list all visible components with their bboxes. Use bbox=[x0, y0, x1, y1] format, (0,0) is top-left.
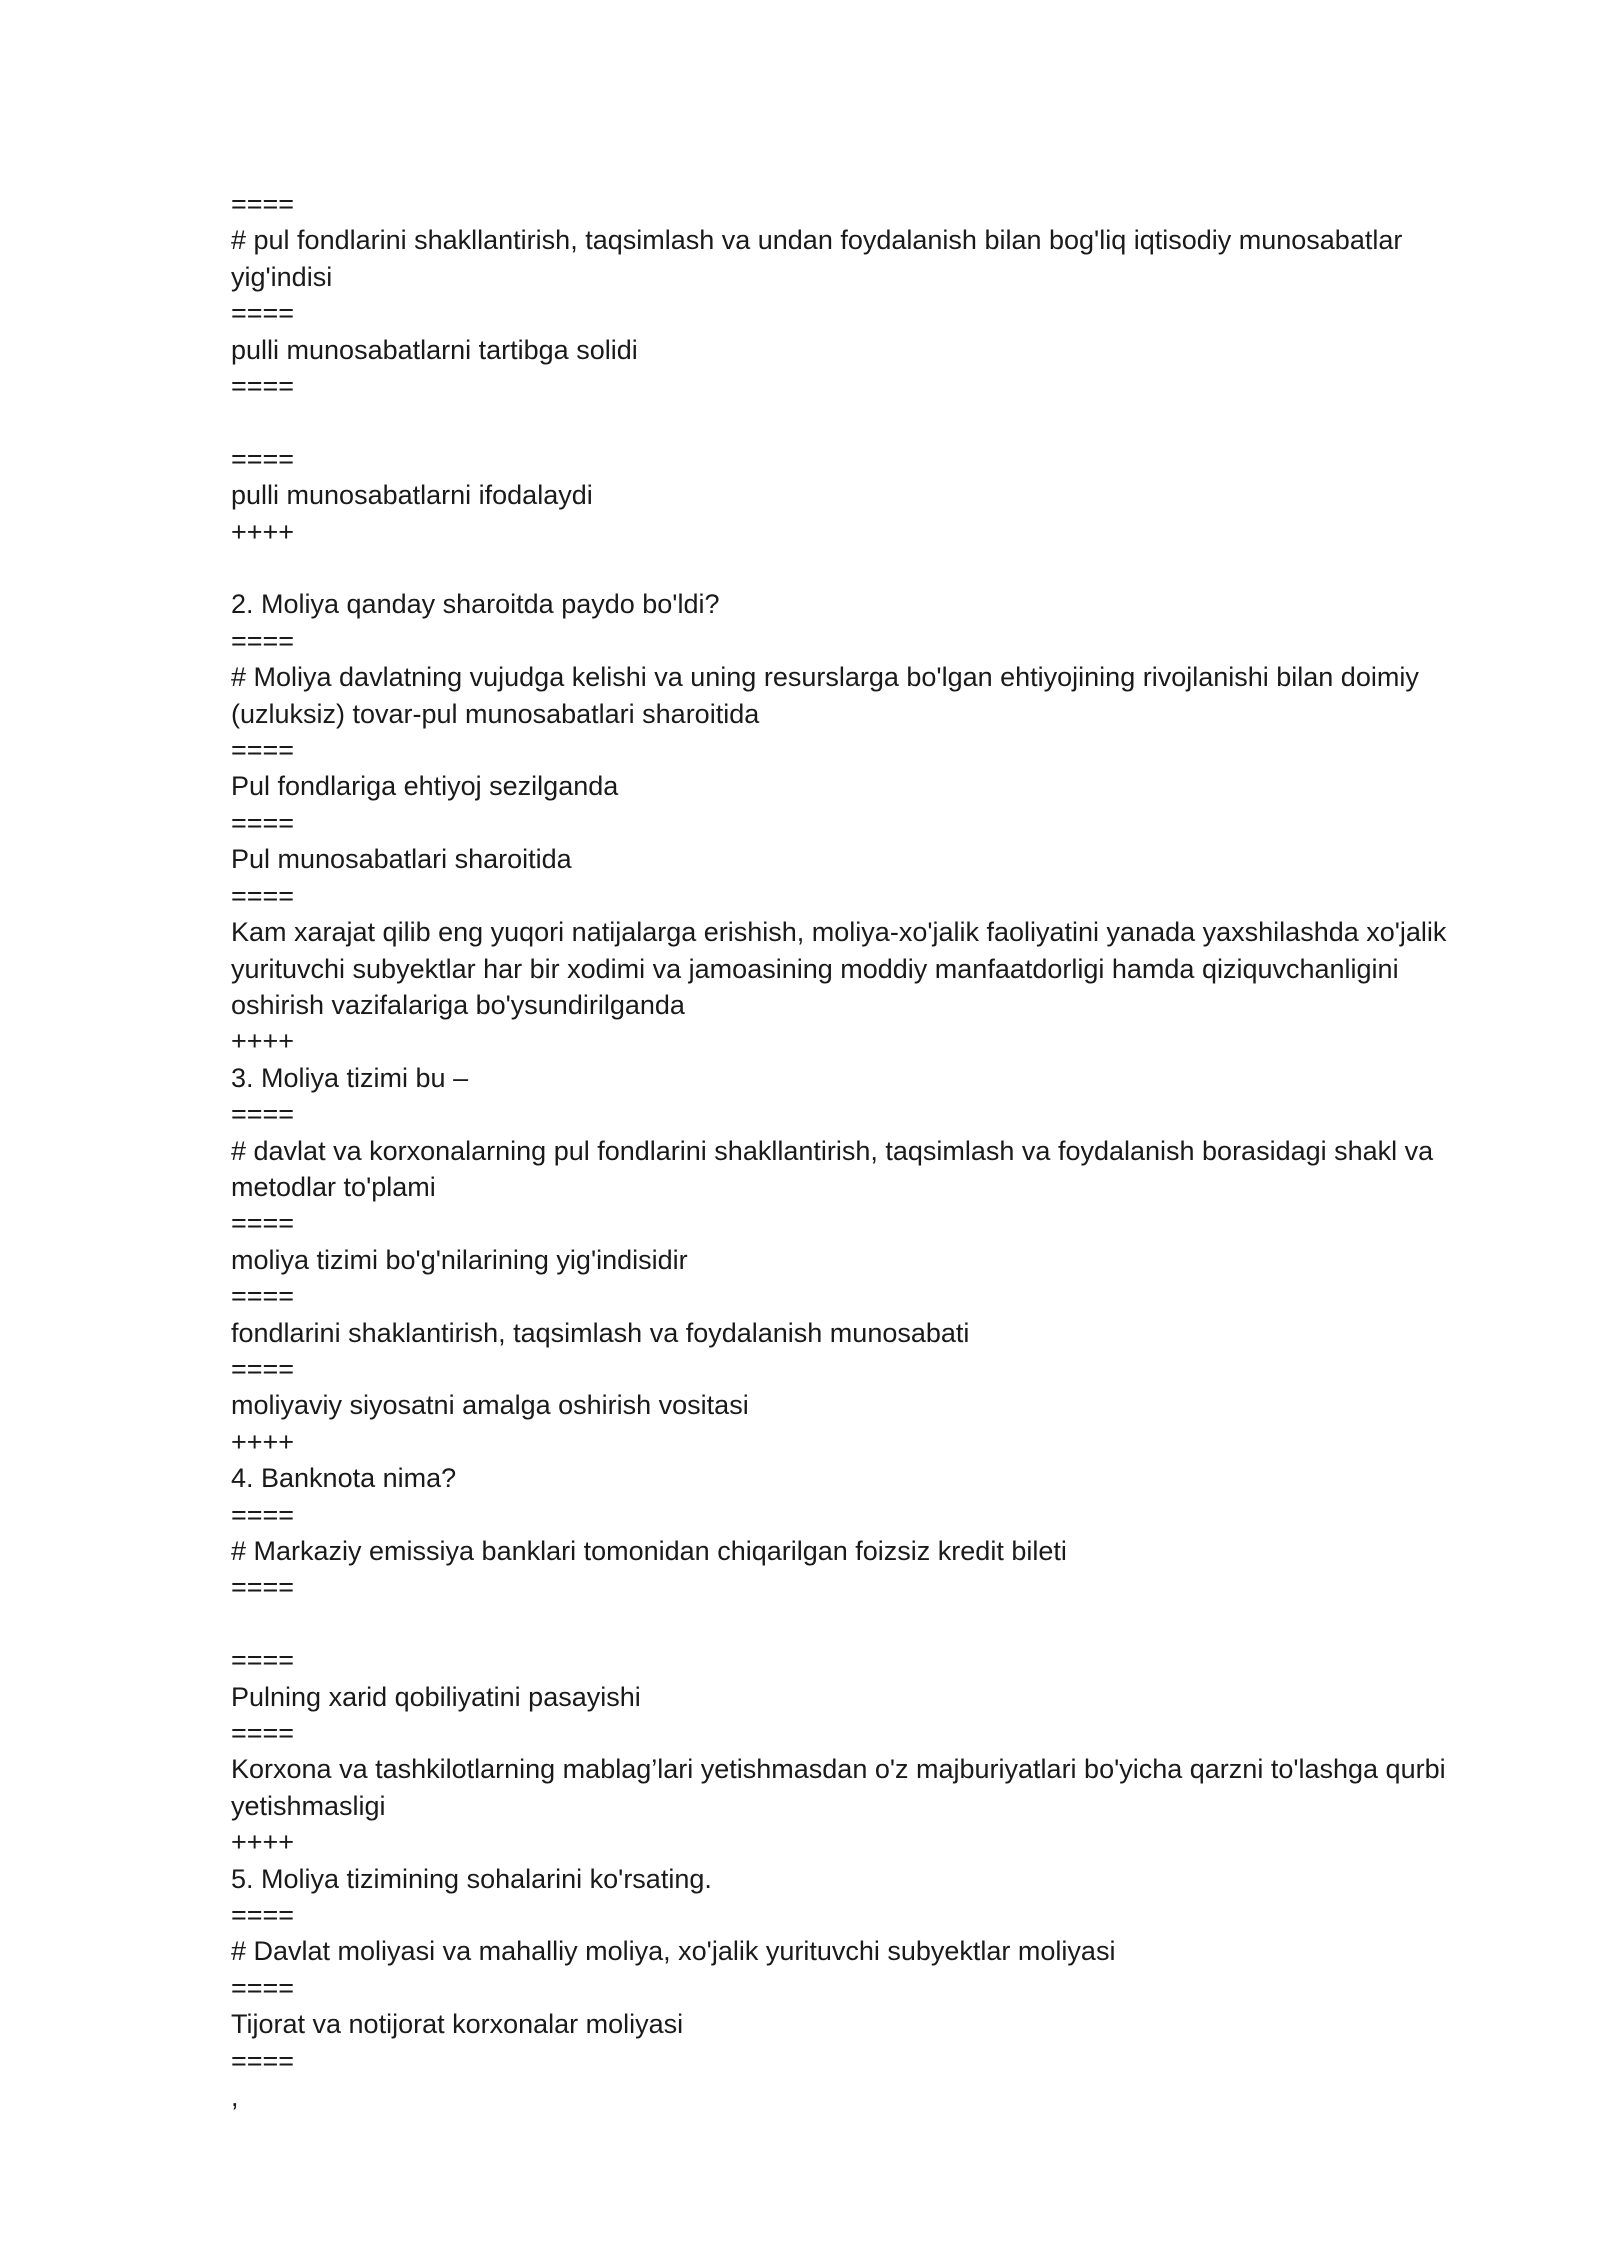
correct-answer-line: # Moliya davlatning vujudga kelishi va uning resurslarga bo'lgan ehtiyojining rivojlanishi bilan doimiy (uzluksiz) tovar-pul munosabatlari sharoitida bbox=[231, 662, 1427, 729]
answer-option-line: Kam xarajat qilib eng yuqori natijalarga erishish, moliya-xo'jalik faoliyatini yanada yaxshilashda xo'jalik yurituvchi subyektlar har bir xodimi va jamoasining moddiy manfaatdorligi hamda qiziquvchanligini oshirish vazifalariga bo'ysundirilganda bbox=[231, 917, 1454, 1020]
question-separator-line: ++++ bbox=[231, 1827, 295, 1858]
question-separator-line: ++++ bbox=[231, 1426, 295, 1457]
separator-line: ==== bbox=[231, 2045, 295, 2076]
answer-option-line: , bbox=[231, 2082, 239, 2113]
answer-option-line: fondlarini shaklantirish, taqsimlash va foydalanish munosabati bbox=[231, 1317, 970, 1348]
separator-line: ==== bbox=[231, 1281, 295, 1312]
answer-option-line: Pulning xarid qobiliyatini pasayishi bbox=[231, 1681, 641, 1712]
question-separator-line: ++++ bbox=[231, 516, 295, 547]
answer-option-line: Pul munosabatlari sharoitida bbox=[231, 844, 572, 875]
separator-line: ==== bbox=[231, 1572, 295, 1603]
correct-answer-line: # Markaziy emissiya banklari tomonidan chiqarilgan foizsiz kredit bileti bbox=[231, 1536, 1067, 1566]
separator-line: ==== bbox=[231, 298, 295, 329]
question-separator-line: ++++ bbox=[231, 1026, 295, 1057]
blank-line bbox=[231, 404, 1481, 440]
correct-answer-line: # pul fondlarini shakllantirish, taqsimlash va undan foydalanish bilan bog'liq iqtisodiy munosabatlar yig'indisi bbox=[231, 225, 1410, 292]
answer-option-line: pulli munosabatlarni tartibga solidi bbox=[231, 334, 638, 365]
question-line: 4. Banknota nima? bbox=[231, 1463, 457, 1494]
separator-line: ==== bbox=[231, 735, 295, 766]
separator-line: ==== bbox=[231, 1645, 295, 1676]
answer-option-line: moliya tizimi bo'g'nilarining yig'indisidir bbox=[231, 1244, 688, 1275]
correct-answer-line: # Davlat moliyasi va mahalliy moliya, xo'jalik yurituvchi subyektlar moliyasi bbox=[231, 1936, 1116, 1967]
answer-option-line: Tijorat va notijorat korxonalar moliyasi bbox=[231, 2009, 684, 2040]
answer-option-line: moliyaviy siyosatni amalga oshirish vositasi bbox=[231, 1390, 749, 1421]
separator-line: ==== bbox=[231, 1353, 295, 1384]
answer-option-line: Pul fondlariga ehtiyoj sezilganda bbox=[231, 771, 619, 802]
separator-line: ==== bbox=[231, 1208, 295, 1239]
separator-line: ==== bbox=[231, 443, 295, 474]
separator-line: ==== bbox=[231, 1499, 295, 1530]
separator-line: ==== bbox=[231, 371, 295, 402]
separator-line: ==== bbox=[231, 1099, 295, 1130]
correct-answer-line: # davlat va korxonalarning pul fondlarini shakllantirish, taqsimlash va foydalanish borasidagi shakl va metodlar to'plami bbox=[231, 1135, 1441, 1202]
separator-line: ==== bbox=[231, 807, 295, 838]
separator-line: ==== bbox=[231, 625, 295, 656]
separator-line: ==== bbox=[231, 1900, 295, 1931]
separator-line: ==== bbox=[231, 1972, 295, 2003]
blank-line bbox=[231, 1606, 1481, 1642]
blank-line bbox=[231, 550, 1481, 586]
question-line: 3. Moliya tizimi bu – bbox=[231, 1062, 469, 1093]
answer-option-line: pulli munosabatlarni ifodalaydi bbox=[231, 480, 593, 511]
document-body bbox=[231, 186, 1481, 2115]
question-line: 5. Moliya tizimining sohalarini ko'rsating. bbox=[231, 1863, 712, 1894]
separator-line: ==== bbox=[231, 189, 295, 219]
answer-option-line: Korxona va tashkilotlarning mablag’lari yetishmasdan o'z majburiyatlari bo'yicha qarzni to'lashga qurbi yetishmasligi bbox=[231, 1754, 1454, 1821]
separator-line: ==== bbox=[231, 880, 295, 911]
question-line: 2. Moliya qanday sharoitda paydo bo'ldi? bbox=[231, 589, 720, 620]
separator-line: ==== bbox=[231, 1718, 295, 1749]
